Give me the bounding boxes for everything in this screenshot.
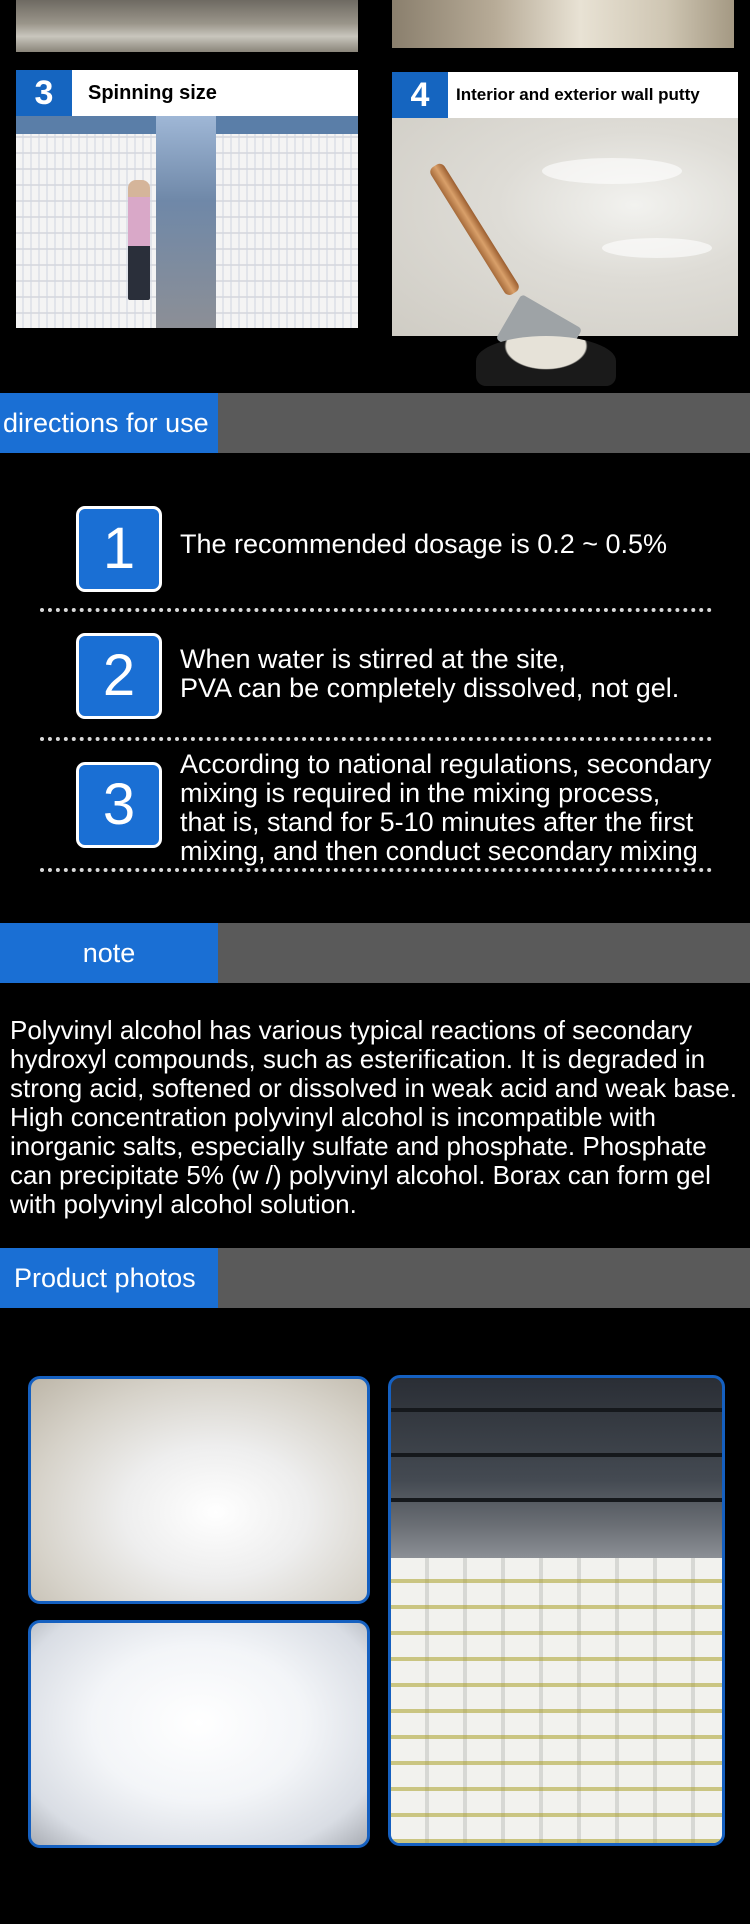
application-title: Spinning size [88, 82, 217, 104]
note-paragraph: Polyvinyl alcohol has various typical reactions of secondary hydroxyl compounds, such as esterification. It is degraded in strong acid, softened or dissolved in weak acid and weak base. High concentration polyvinyl alcohol is incompatible with inorganic salts, especially sulfate and phosphate. Phosphate can precipitate 5% (w /) polyvinyl alcohol. Borax can form gel with polyvinyl alcohol solution. [10, 1015, 737, 1219]
product-photo-powder-2 [28, 1620, 370, 1848]
step-number-badge: 2 [76, 633, 162, 719]
application-number: 4 [392, 72, 448, 118]
application-photo-1 [16, 0, 358, 52]
product-photo-warehouse [388, 1375, 725, 1846]
dotted-divider [40, 737, 712, 741]
step-text [180, 530, 667, 559]
step-line: According to national regulations, secondary [180, 749, 712, 779]
warehouse-beam [391, 1498, 722, 1502]
product-photo-powder-1 [28, 1376, 370, 1604]
section-bar-directions [0, 393, 750, 453]
section-bar-product-photos [0, 1248, 750, 1308]
wall-putty-image [392, 118, 738, 336]
step-line: that is, stand for 5-10 minutes after the first [180, 807, 694, 837]
section-label: note [0, 923, 218, 983]
putty-texture [602, 238, 712, 258]
page-bottom [0, 1904, 750, 1924]
dotted-divider [40, 868, 712, 872]
step-line: mixing is required in the mixing process, [180, 778, 661, 808]
section-label: Product photos [0, 1248, 218, 1308]
stacked-bags [391, 1558, 722, 1843]
step-number-badge: 3 [76, 762, 162, 848]
step-text [180, 750, 711, 866]
application-number: 3 [16, 70, 72, 116]
trowel-handle [428, 162, 521, 298]
application-card-wall-putty [392, 72, 738, 336]
application-photo-2 [392, 0, 734, 48]
step-line: PVA can be completely dissolved, not gel. [180, 673, 680, 703]
step-number-badge: 1 [76, 506, 162, 592]
step-text [180, 645, 679, 703]
mill-worker [128, 180, 150, 300]
step-line: The recommended dosage is 0.2 ~ 0.5% [180, 529, 668, 559]
putty-bucket [476, 336, 616, 386]
mill-aisle [156, 116, 216, 328]
section-label: directions for use [0, 393, 218, 453]
step-line: When water is stirred at the site, [180, 644, 566, 674]
warehouse-beam [391, 1453, 722, 1457]
putty-texture [542, 158, 682, 184]
application-title: Interior and exterior wall putty [456, 85, 700, 104]
step-line: mixing, and then conduct secondary mixing [180, 836, 698, 866]
section-bar-note [0, 923, 750, 983]
dotted-divider [40, 608, 712, 612]
warehouse-beam [391, 1408, 722, 1412]
application-card-spinning-size [16, 70, 358, 328]
